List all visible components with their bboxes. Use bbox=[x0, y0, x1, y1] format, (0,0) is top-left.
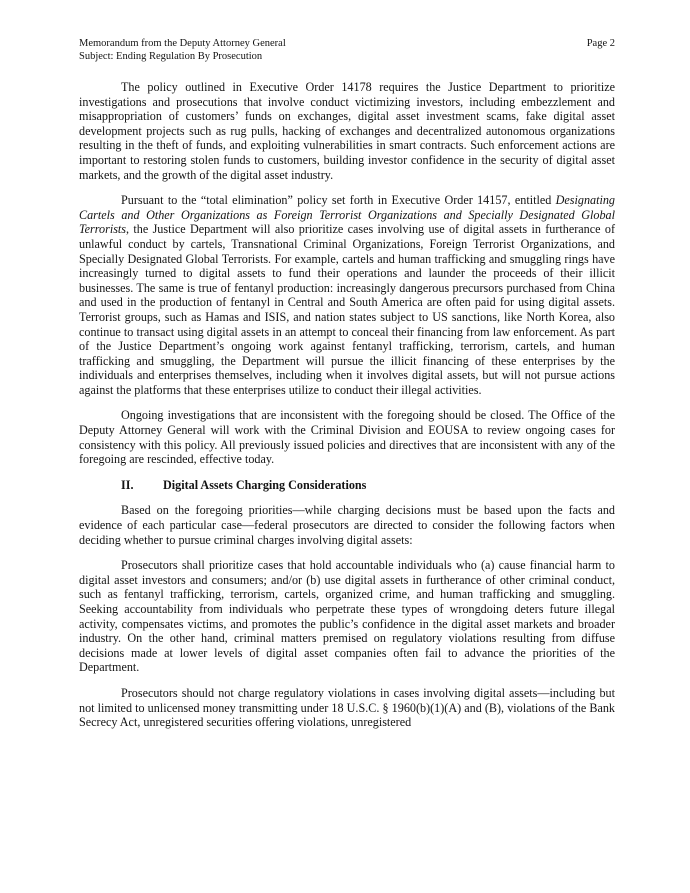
paragraph-ongoing-investigations: Ongoing investigations that are inconsistent with the foregoing should be closed. The Office of the Deputy Attorney General will work with the Criminal Division and EOUSA to review ongoing cases for consistency with this policy. All previously issued policies and directives that are inconsistent with any of the foregoing are rescinded, effective today. bbox=[79, 408, 615, 467]
paragraph-eo-14178: The policy outlined in Executive Order 14178 requires the Justice Department to prioritize investigations and prosecutions that involve conduct victimizing investors, including embezzlement and misappropriation of customers’ funds on exchanges, digital asset investment scams, fake digital asset development projects such as rug pulls, hacking of exchanges and decentralized autonomous organizations resulting in the theft of funds, and exploiting vulnerabilities in smart contracts. Such enforcement actions are important to restoring stolen funds to customers, building investor confidence in the security of digital asset markets, and the growth of the digital asset industry. bbox=[79, 80, 615, 182]
section-title: Digital Assets Charging Considerations bbox=[163, 477, 367, 492]
memo-from-line: Memorandum from the Deputy Attorney General bbox=[79, 38, 286, 49]
memo-header bbox=[79, 37, 615, 63]
paragraph-eo-14157 bbox=[79, 193, 615, 397]
paragraph-charging-factors: Based on the foregoing priorities—while charging decisions must be based upon the facts and evidence of each particular case—federal prosecutors are directed to consider the following factors when deciding whether to pursue criminal charges involving digital assets: bbox=[79, 503, 615, 547]
paragraph-regulatory-violations: Prosecutors should not charge regulatory violations in cases involving digital assets—including but not limited to unlicensed money transmitting under 18 U.S.C. § 1960(b)(1)(A) and (B), violations of the Bank Secrecy Act, unregistered securities offering violations, unregistered bbox=[79, 685, 615, 730]
paragraph-text: , the Justice Department will also prioritize cases involving use of digital assets in furtherance of unlawful conduct by cartels, Transnational Criminal Organizations, Foreign Terrorist Organizations, and Specially Designated Global Terrorists. For example, cartels and human trafficking and smuggling rings have increasingly turned to digital assets to fund their operations and launder the proceeds of their illicit businesses. The same is true of fentanyl production: increasingly dangerous precursors purchased from China and used in the production of fentanyl in Central and South America are often paid for using digital assets. Terrorist groups, such as Hamas and ISIS, and nation states subject to US sanctions, like North Korea, also continue to transact using digital assets in an attempt to conceal their financing from law enforcement. As part of the Justice Department’s ongoing work against fentanyl trafficking, terrorism, cartels, and human trafficking and smuggling, the Department will pursue the illicit financing of these enterprises by the individuals and enterprises themselves, including when it involves digital assets, but will not pursue actions against the platforms that these enterprises utilize to conduct their illegal activities. bbox=[79, 222, 615, 397]
section-number: II. bbox=[121, 477, 134, 492]
memo-body bbox=[79, 80, 615, 741]
section-heading bbox=[79, 478, 615, 493]
page-number: Page 2 bbox=[586, 38, 615, 49]
paragraph-text: Pursuant to the “total elimination” policy set forth in Executive Order 14157, entitled bbox=[121, 193, 556, 208]
eo-title-italic: Designating Cartels and Other Organizations as Foreign Terrorist Organizations and Specially Designated Global Terrorists bbox=[79, 193, 615, 237]
paragraph-prioritize-cases: Prosecutors shall prioritize cases that hold accountable individuals who (a) cause financial harm to digital asset investors and consumers; and/or (b) use digital assets in furtherance of other criminal conduct, such as fentanyl trafficking, terrorism, cartels, organized crime, and human trafficking and smuggling. Seeking accountability from individuals who perpetrate these types of wrongdoing deters future illegal activity, compensates victims, and promotes the public’s confidence in the digital asset markets and broader industry. On the other hand, criminal matters premised on regulatory violations resulting from diffuse decisions made at lower levels of digital asset companies often fail to advance the priorities of the Department. bbox=[79, 558, 615, 675]
memo-subject-line: Subject: Ending Regulation By Prosecution bbox=[79, 51, 263, 62]
